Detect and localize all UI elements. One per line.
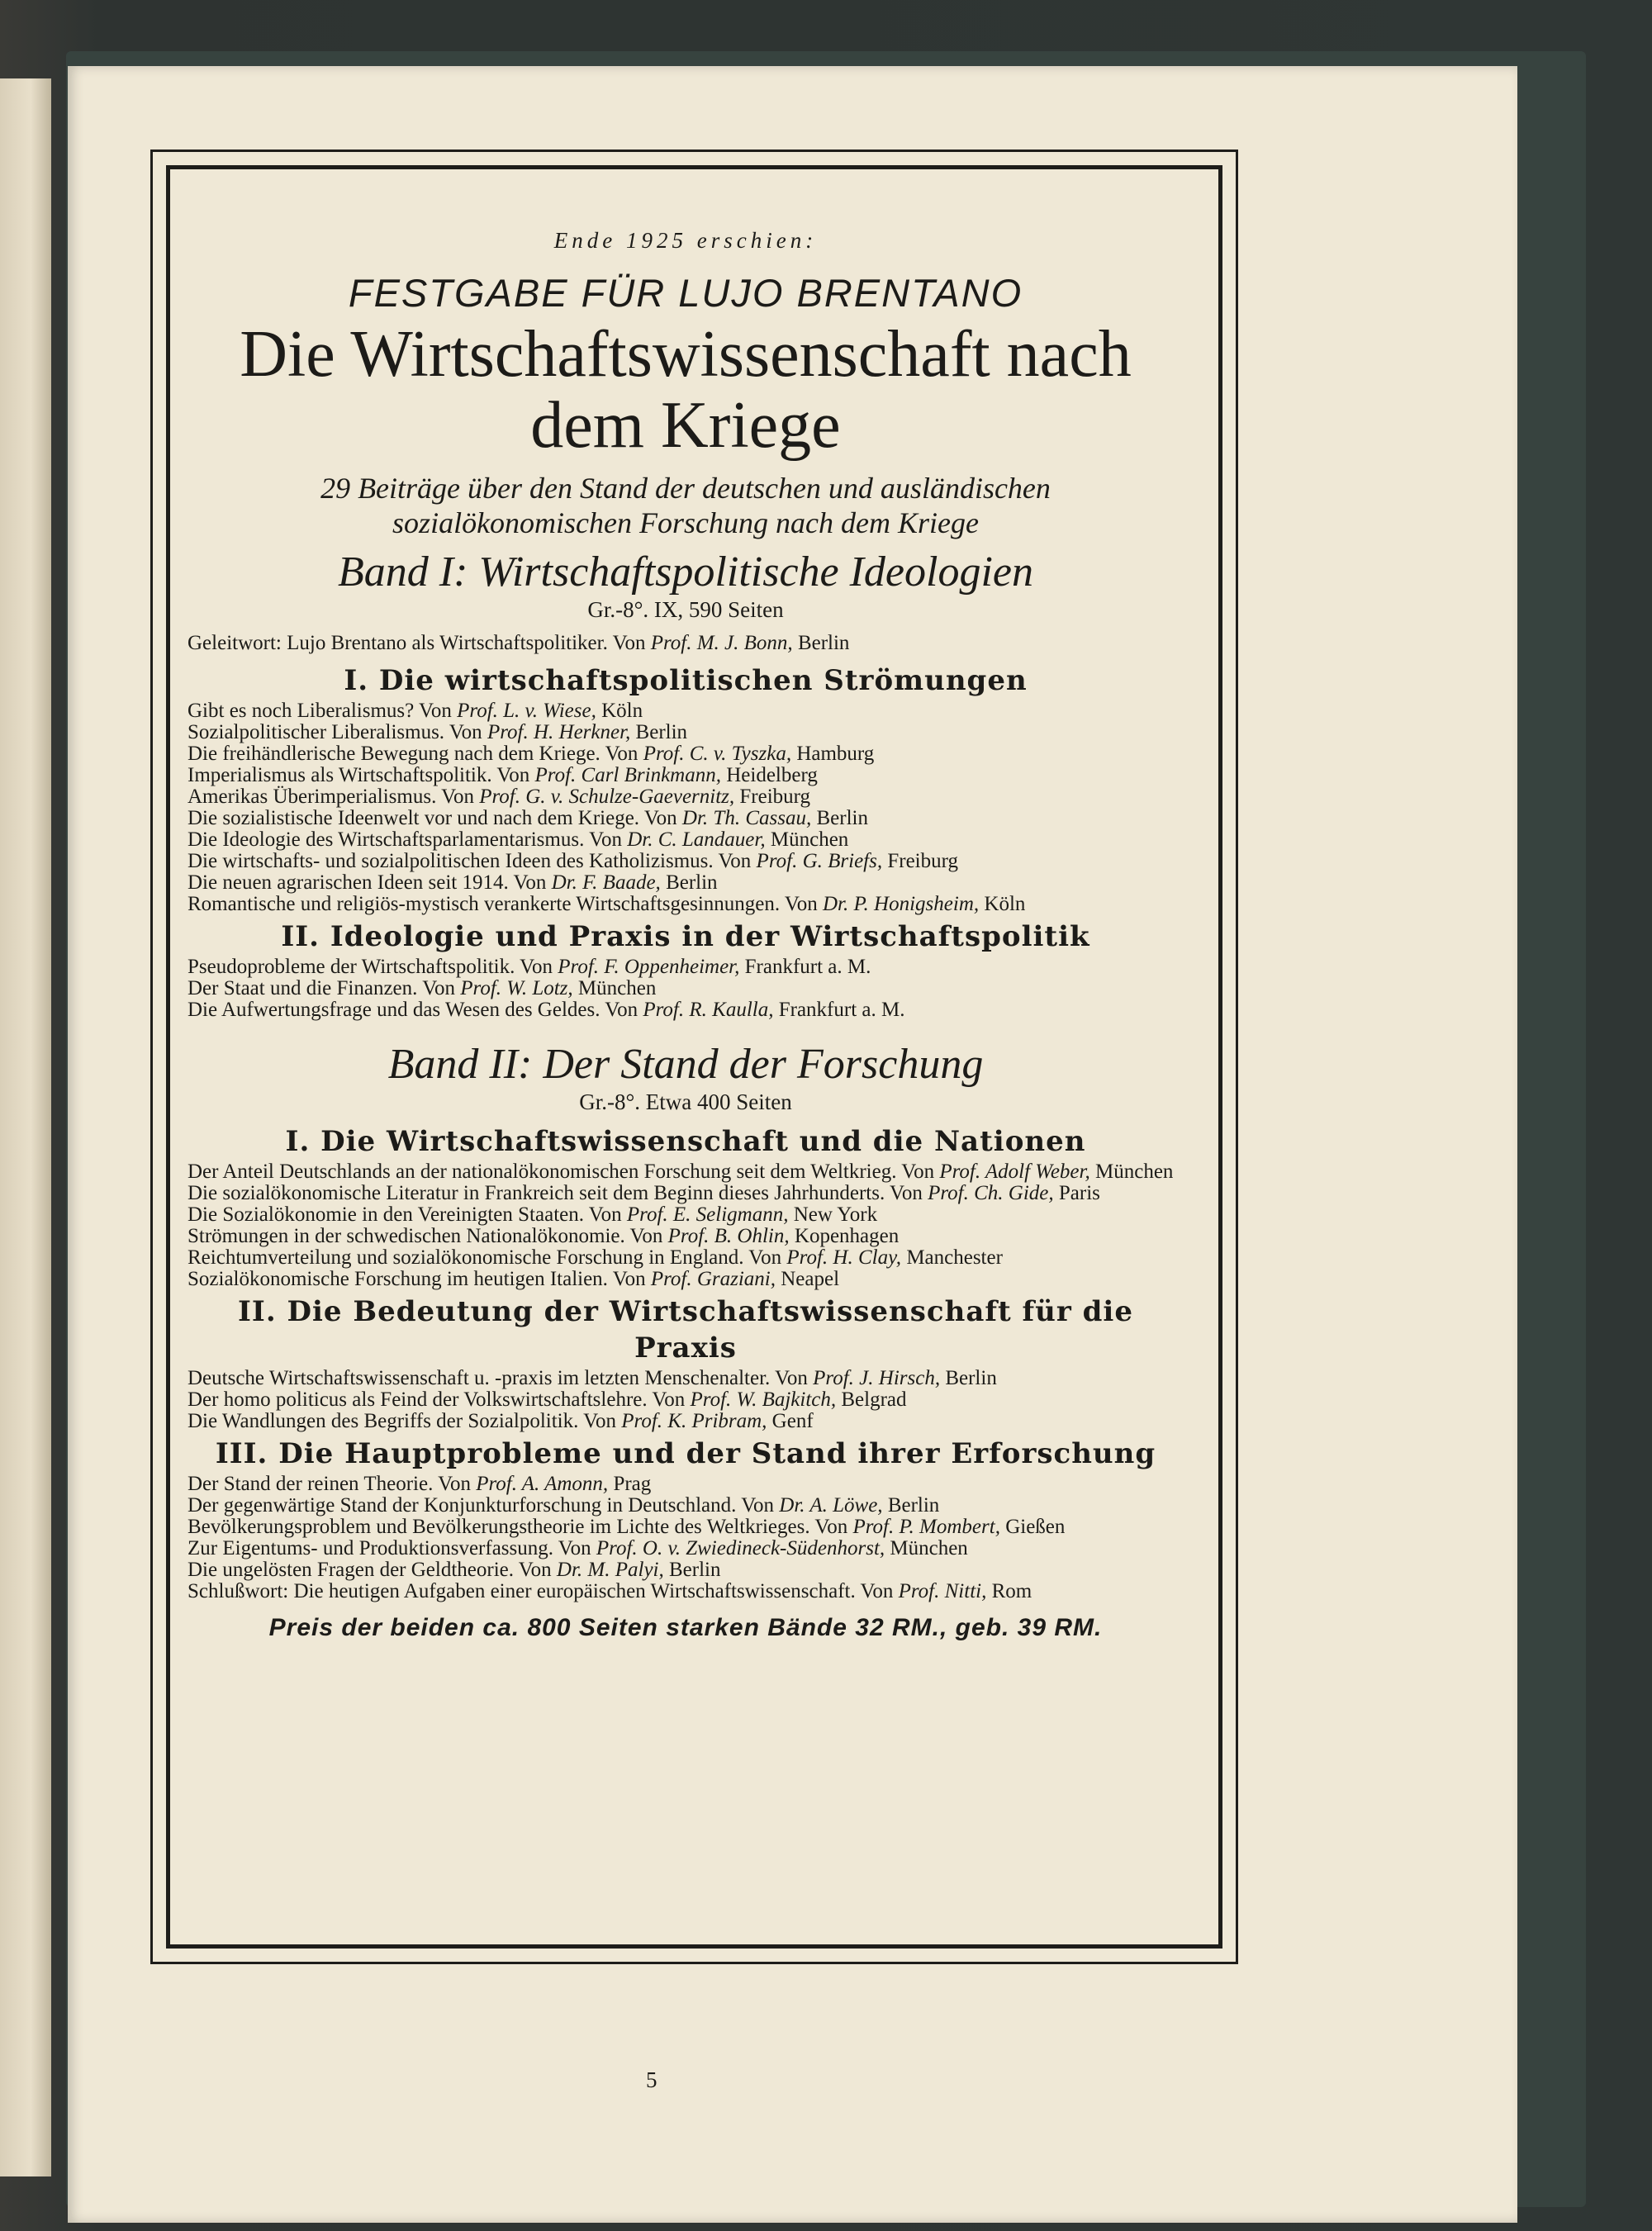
advertisement-frame (150, 150, 1238, 1964)
entry-place: München (890, 1537, 968, 1559)
entry-text: Romantische und religiös-mystisch verankerte Wirtschaftsgesinnungen. Von (188, 893, 818, 915)
entry-author: Dr. C. Landauer, (627, 828, 766, 851)
entry-text: Die ungelösten Fragen der Geldtheorie. Von (188, 1559, 552, 1581)
entry-text: Sozialpolitischer Liberalismus. Von (188, 721, 482, 743)
contribution-entry (188, 851, 1184, 872)
entry-author: Dr. Th. Cassau, (681, 807, 812, 829)
entry-author: Dr. P. Honigsheim, (823, 893, 980, 915)
entry-text: Der Anteil Deutschlands an der nationalökonomischen Forschung seit dem Weltkrieg. Von (188, 1161, 935, 1183)
entry-place: Hamburg (796, 743, 875, 765)
book-title (188, 319, 1184, 461)
book-title-line-2: dem Kriege (530, 389, 841, 462)
entry-text: Bevölkerungsproblem und Bevölkerungstheorie im Lichte des Weltkrieges. Von (188, 1516, 848, 1538)
entry-author: Prof. Ch. Gide, (928, 1182, 1054, 1204)
price-line: Preis der beiden ca. 800 Seiten starken Bände 32 RM., geb. 39 RM. (268, 1614, 1103, 1641)
band-1-sections (188, 662, 1184, 1021)
entry-text: Die sozialökonomische Literatur in Frankreich seit dem Beginn dieses Jahrhunderts. Von (188, 1182, 923, 1204)
entry-author: Prof. A. Amonn, (476, 1473, 609, 1495)
entry-place: Rom (991, 1580, 1032, 1602)
book-title-line-1: Die Wirtschaftswissenschaft nach (240, 318, 1132, 391)
entry-author: Prof. Graziani, (650, 1268, 776, 1290)
entry-author: Prof. F. Oppenheimer, (558, 956, 740, 978)
entry-place: Paris (1058, 1182, 1100, 1204)
entry-author: Dr. A. Löwe, (779, 1494, 883, 1517)
entry-text: Die Wandlungen des Begriffs der Sozialpolitik. Von (188, 1410, 616, 1432)
entry-text: Die Ideologie des Wirtschaftsparlamentarismus. Von (188, 828, 622, 851)
section-heading: II. Die Bedeutung der Wirtschaftswissenschaft für die Praxis (238, 1295, 1133, 1365)
contribution-entry (188, 829, 1184, 851)
entry-author: Prof. K. Pribram, (621, 1410, 767, 1432)
contribution-entry (188, 1517, 1184, 1538)
book-subtitle-line-1: 29 Beiträge über den Stand der deutschen und ausländischen (320, 472, 1051, 505)
entry-place: Heidelberg (726, 764, 818, 786)
entry-place: München (577, 977, 657, 999)
section-heading: III. Die Hauptprobleme und der Stand ihrer Erforschung (215, 1437, 1156, 1470)
contribution-entry (188, 1389, 1184, 1411)
entry-place: Prag (613, 1473, 652, 1495)
entry-text: Schlußwort: Die heutigen Aufgaben einer europäischen Wirtschaftswissenschaft. Von (188, 1580, 894, 1602)
contribution-entry (188, 1495, 1184, 1517)
contribution-entry (188, 700, 1184, 722)
contribution-entry (188, 978, 1184, 999)
entry-author: Prof. W. Bajkitch, (690, 1388, 837, 1411)
entry-author: Prof. H. Clay, (786, 1246, 902, 1269)
entry-author: Prof. L. v. Wiese, (457, 700, 596, 722)
entry-text: Pseudoprobleme der Wirtschaftspolitik. Von (188, 956, 553, 978)
contribution-entry (188, 1411, 1184, 1432)
band-2-meta: Gr.-8°. Etwa 400 Seiten (579, 1089, 792, 1114)
entry-author: Prof. Carl Brinkmann, (534, 764, 721, 786)
entry-place: Neapel (781, 1268, 840, 1290)
entry-place: Berlin (945, 1367, 997, 1389)
entry-author: Dr. F. Baade, (551, 871, 661, 894)
contribution-entry (188, 722, 1184, 743)
section-heading: I. Die Wirtschaftswissenschaft und die Nationen (285, 1125, 1086, 1158)
entry-text: Sozialökonomische Forschung im heutigen Italien. Von (188, 1268, 646, 1290)
contribution-entry (188, 1559, 1184, 1581)
entry-author: Prof. P. Mombert, (852, 1516, 1000, 1538)
contribution-entry (188, 786, 1184, 808)
geleitwort-place: Berlin (797, 632, 850, 654)
advertisement-content (188, 228, 1184, 1642)
entry-text: Der homo politicus als Feind der Volkswirtschaftslehre. Von (188, 1388, 686, 1411)
entry-place: Frankfurt a. M. (778, 999, 905, 1021)
entry-place: Berlin (887, 1494, 940, 1517)
entry-place: Kopenhagen (794, 1225, 900, 1247)
entry-author: Prof. E. Seligmann, (626, 1203, 789, 1226)
band-1-title: Band I: Wirtschaftspolitische Ideologien (338, 548, 1033, 596)
page-number: 5 (646, 2067, 657, 2092)
entry-author: Dr. M. Palyi, (556, 1559, 664, 1581)
entry-author: Prof. G. v. Schulze-Gaevernitz, (479, 786, 735, 808)
entry-place: Köln (601, 700, 643, 722)
entry-place: Berlin (669, 1559, 721, 1581)
contribution-entry (188, 1204, 1184, 1226)
entry-place: Genf (771, 1410, 814, 1432)
entry-text: Die wirtschafts- und sozialpolitischen Ideen des Katholizismus. Von (188, 850, 752, 872)
entry-text: Die freihändlerische Bewegung nach dem Kriege. Von (188, 743, 638, 765)
band-1-meta: Gr.-8°. IX, 590 Seiten (587, 597, 784, 622)
contribution-entry (188, 1474, 1184, 1495)
contribution-entry (188, 765, 1184, 786)
contribution-entry (188, 956, 1184, 978)
entry-text: Zur Eigentums- und Produktionsverfassung. Von (188, 1537, 591, 1559)
contribution-entry (188, 1161, 1184, 1183)
entry-place: Berlin (666, 871, 718, 894)
geleitwort-entry (188, 631, 1184, 656)
intro-line: Ende 1925 erschien: (553, 228, 818, 253)
geleitwort-text: Geleitwort: Lujo Brentano als Wirtschaftspolitiker. Von (188, 632, 646, 654)
contribution-entry (188, 1368, 1184, 1389)
contribution-entry (188, 808, 1184, 829)
entry-place: Frankfurt a. M. (744, 956, 871, 978)
entry-text: Gibt es noch Liberalismus? Von (188, 700, 452, 722)
entry-author: Prof. Nitti, (898, 1580, 987, 1602)
entry-text: Amerikas Überimperialismus. Von (188, 786, 474, 808)
contribution-entry (188, 1247, 1184, 1269)
entry-text: Die sozialistische Ideenwelt vor und nach dem Kriege. Von (188, 807, 677, 829)
contribution-entry (188, 894, 1184, 915)
section-heading: I. Die wirtschaftspolitischen Strömungen (344, 664, 1028, 697)
entry-place: Köln (984, 893, 1026, 915)
entry-place: Manchester (906, 1246, 1003, 1269)
entry-author: Prof. B. Ohlin, (667, 1225, 790, 1247)
entry-text: Strömungen in der schwedischen Nationalökonomie. Von (188, 1225, 663, 1247)
entry-author: Prof. Adolf Weber, (939, 1161, 1090, 1183)
entry-author: Prof. R. Kaulla, (643, 999, 774, 1021)
contribution-entry (188, 743, 1184, 765)
entry-author: Prof. O. v. Zwiedineck-Südenhorst, (596, 1537, 885, 1559)
contribution-entry (188, 1226, 1184, 1247)
entry-place: Berlin (635, 721, 688, 743)
entry-place: München (1095, 1161, 1174, 1183)
entry-place: München (770, 828, 849, 851)
entry-text: Die neuen agrarischen Ideen seit 1914. Von (188, 871, 547, 894)
band-2-sections (188, 1123, 1184, 1602)
contribution-entry (188, 999, 1184, 1021)
entry-text: Die Sozialökonomie in den Vereinigten Staaten. Von (188, 1203, 622, 1226)
entry-place: Belgrad (841, 1388, 907, 1411)
entry-place: New York (793, 1203, 878, 1226)
entry-author: Prof. H. Herkner, (487, 721, 631, 743)
entry-place: Gießen (1005, 1516, 1066, 1538)
entry-text: Deutsche Wirtschaftswissenschaft u. -praxis im letzten Menschenalter. Von (188, 1367, 808, 1389)
entry-author: Prof. C. v. Tyszka, (643, 743, 792, 765)
geleitwort-author: Prof. M. J. Bonn, (650, 632, 793, 654)
contribution-entry (188, 1581, 1184, 1602)
contribution-entry (188, 1183, 1184, 1204)
entry-place: Berlin (816, 807, 868, 829)
entry-author: Prof. W. Lotz, (460, 977, 573, 999)
contribution-entry (188, 1538, 1184, 1559)
contribution-entry (188, 872, 1184, 894)
entry-text: Der Staat und die Finanzen. Von (188, 977, 456, 999)
section-heading: II. Ideologie und Praxis in der Wirtschaftspolitik (281, 920, 1090, 953)
book-subtitle (188, 471, 1184, 540)
book-page (68, 66, 1517, 2223)
entry-author: Prof. G. Briefs, (756, 850, 883, 872)
book-subtitle-line-2: sozialökonomischen Forschung nach dem Kriege (392, 506, 979, 539)
entry-place: Freiburg (739, 786, 811, 808)
entry-text: Der gegenwärtige Stand der Konjunkturforschung in Deutschland. Von (188, 1494, 775, 1517)
entry-text: Der Stand der reinen Theorie. Von (188, 1473, 471, 1495)
entry-author: Prof. J. Hirsch, (813, 1367, 941, 1389)
left-page-edge (0, 78, 51, 2176)
contribution-entry (188, 1269, 1184, 1290)
entry-text: Imperialismus als Wirtschaftspolitik. Von (188, 764, 530, 786)
entry-text: Reichtumverteilung und sozialökonomische Forschung in England. Von (188, 1246, 782, 1269)
festgabe-heading: FESTGABE FÜR LUJO BRENTANO (348, 271, 1023, 315)
entry-text: Die Aufwertungsfrage und das Wesen des Geldes. Von (188, 999, 638, 1021)
band-2-title: Band II: Der Stand der Forschung (387, 1041, 984, 1088)
entry-place: Freiburg (887, 850, 958, 872)
